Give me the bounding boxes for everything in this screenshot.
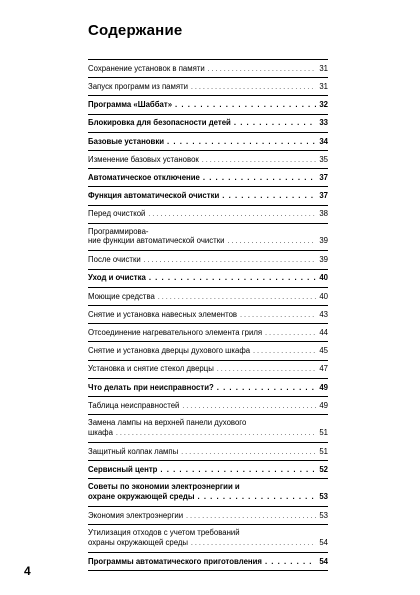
dot-leader [182,402,316,412]
toc-entry-line [88,155,328,166]
toc-entry-label: Установка и снятие стекол дверцы [88,364,214,374]
toc-entry-page: 32 [319,100,328,110]
toc-entry-page: 49 [319,382,328,392]
toc-entry-line [88,137,328,147]
toc-entry-label: Снятие и установка навесных элементов [88,309,238,319]
toc-entry-line [88,191,328,201]
toc-entry-label: Сервисный центр [88,464,158,474]
toc-entry [88,206,328,224]
toc-entry-label: Защитный колпак лампы [88,446,179,456]
toc-entry-line [88,118,328,128]
toc-entry [88,507,328,525]
toc-entry-line [88,557,328,567]
dot-leader [222,191,316,201]
toc-entry-label: Изменение базовых установок [88,154,199,164]
dot-leader [265,557,316,567]
toc-entry-page: 31 [319,82,328,92]
toc-entry-page: 37 [319,173,328,183]
toc-entry-line [88,492,328,502]
dot-leader [167,137,316,147]
toc-entry-line [88,383,328,393]
toc-entry-page: 51 [319,427,328,437]
toc-entry-page: 45 [319,346,328,356]
toc-entry-label-line1: Советы по экономии электроэнергии и [88,482,240,492]
page-number: 4 [24,564,31,578]
toc-entry [88,187,328,205]
toc-entry-page: 39 [319,236,328,246]
toc-entry-label: охраны окружающей среды [88,537,189,547]
toc-entry [88,169,328,187]
toc-entry-line [88,273,328,283]
dot-leader [181,448,316,458]
toc-entry [88,342,328,360]
toc-entry-line [88,364,328,375]
toc-entry-line [88,401,328,412]
dot-leader [144,256,317,266]
toc-entry-label: охране окружающей среды [88,491,195,501]
toc-entry-line [88,538,328,549]
toc-entry-label: Уход и очистка [88,273,146,283]
toc-entry-line [88,428,328,439]
toc-entry-label-line1: Программирова- [88,226,149,236]
toc-entry-line [88,310,328,321]
toc-entry-line [88,292,328,303]
dot-leader [198,492,317,502]
toc-entry [88,78,328,96]
toc-entry-line [88,100,328,110]
toc-entry [88,379,328,397]
toc-entry-label-line1: Замена лампы на верхней панели духового [88,418,247,428]
table-of-contents [88,59,328,571]
toc-entry-line [88,346,328,357]
dot-leader [253,347,316,357]
toc-entry-line [88,511,328,522]
toc-entry [88,288,328,306]
toc-entry-label: Моющие средства [88,291,155,301]
toc-entry-label: Что делать при неисправности? [88,382,214,392]
dot-leader [160,465,316,475]
dot-leader [149,273,316,283]
toc-entry-label: Программа «Шаббат» [88,100,173,110]
toc-entry-page: 40 [319,291,328,301]
dot-leader [186,512,316,522]
toc-entry-label: После очистки [88,255,141,265]
dot-leader [191,539,316,549]
toc-entry-page: 53 [319,491,328,501]
toc-entry [88,270,328,288]
dot-leader [240,311,316,321]
toc-entry-page: 54 [319,537,328,547]
toc-entry-label: шкафа [88,427,113,437]
toc-entry [88,151,328,169]
toc-entry-page: 47 [319,364,328,374]
toc-entry [88,415,328,443]
toc-entry-label: Отсоединение нагревательного элемента гриля [88,328,263,338]
dot-leader [217,383,317,393]
toc-entry [88,397,328,415]
toc-entry-line [88,465,328,475]
toc-entry-line [88,82,328,93]
toc-entry-label: Перед очисткой [88,209,146,219]
toc-entry-page: 31 [319,63,328,73]
toc-entry [88,525,328,553]
toc-entry-line [88,328,328,339]
dot-leader [202,156,316,166]
toc-entry-label: Программы автоматического приготовления [88,556,262,566]
toc-entry [88,479,328,507]
page-title: Содержание [88,22,183,39]
toc-entry-label: Базовые установки [88,136,165,146]
toc-entry-page: 44 [319,328,328,338]
toc-entry-label: Функция автоматической очистки [88,191,220,201]
toc-entry-page: 33 [319,118,328,128]
toc-entry-page: 43 [319,309,328,319]
dot-leader [148,210,316,220]
toc-entry-page: 52 [319,464,328,474]
toc-entry-label: Блокировка для безопасности детей [88,118,231,128]
dot-leader [158,293,316,303]
toc-entry-line [88,209,328,220]
toc-entry-line [88,255,328,266]
toc-entry-page: 39 [319,255,328,265]
toc-entry [88,306,328,324]
toc-entry [88,60,328,78]
toc-entry [88,553,328,571]
dot-leader [116,429,316,439]
toc-entry-line [88,173,328,183]
toc-entry-page: 53 [319,510,328,520]
toc-entry [88,324,328,342]
toc-entry-page: 37 [319,191,328,201]
toc-entry [88,251,328,269]
toc-entry-label: Таблица неисправностей [88,400,180,410]
toc-entry-page: 38 [319,209,328,219]
toc-entry-line [88,447,328,458]
dot-leader [234,118,316,128]
toc-entry-page: 35 [319,154,328,164]
toc-entry [88,115,328,133]
toc-entry-label: Запуск программ из памяти [88,82,189,92]
toc-entry-line [88,236,328,247]
toc-entry-page: 51 [319,446,328,456]
toc-entry [88,461,328,479]
dot-leader [203,173,316,183]
toc-entry-label: Автоматическое отключение [88,173,200,183]
dot-leader [228,237,317,247]
toc-entry [88,224,328,252]
toc-entry-label-line1: Утилизация отходов с учетом требований [88,528,240,538]
toc-entry-page: 54 [319,556,328,566]
toc-entry-label: Экономия электроэнергии [88,510,184,520]
toc-entry-page: 34 [319,136,328,146]
dot-leader [265,329,316,339]
dot-leader [175,100,316,110]
toc-entry [88,133,328,151]
toc-entry-page: 49 [319,400,328,410]
toc-entry [88,96,328,114]
toc-entry [88,443,328,461]
toc-entry-page: 40 [319,273,328,283]
dot-leader [191,83,316,93]
toc-entry-label: Сохранение установок в памяти [88,63,205,73]
toc-entry [88,361,328,379]
dot-leader [208,65,317,75]
toc-entry-label: ние функции автоматической очистки [88,236,225,246]
dot-leader [217,365,316,375]
toc-entry-line [88,64,328,75]
toc-entry-label: Снятие и установка дверцы духового шкафа [88,346,251,356]
